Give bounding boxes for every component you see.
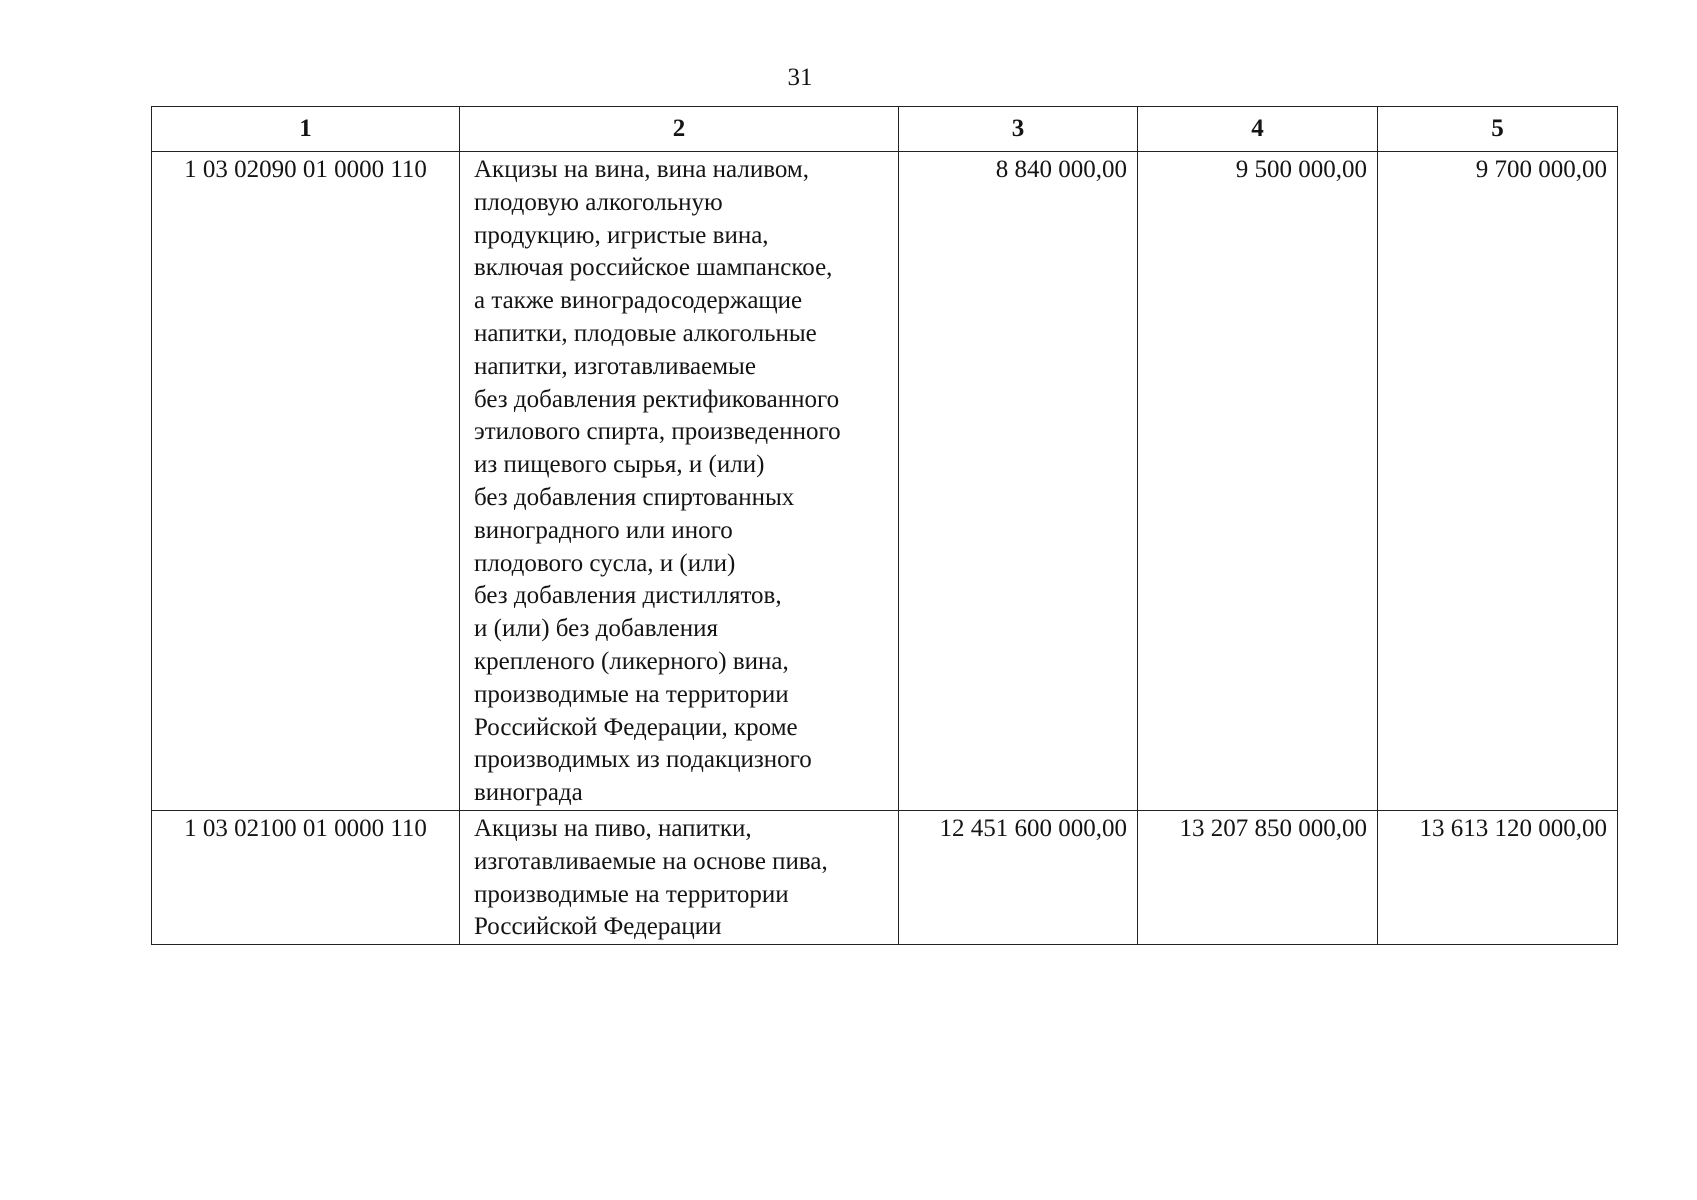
- name-line: напитки, изготавливаемые: [474, 352, 756, 380]
- row-value-col3: 12 451 600 000,00: [899, 810, 1138, 944]
- name-line: включая российское шампанское,: [474, 254, 833, 282]
- name-line: а также виноградосодержащие: [474, 287, 803, 315]
- row-value-col5: 13 613 120 000,00: [1378, 810, 1618, 944]
- header-col-4: 4: [1138, 107, 1378, 152]
- name-line: этилового спирта, произведенного: [474, 418, 841, 446]
- row-value-col3: 8 840 000,00: [899, 152, 1138, 811]
- row-value-col5: 9 700 000,00: [1378, 152, 1618, 811]
- name-line: производимые на территории: [474, 680, 789, 708]
- name-line: крепленого (ликерного) вина,: [474, 647, 789, 675]
- name-line: без добавления дистиллятов,: [474, 582, 782, 610]
- table-row: [152, 152, 1618, 811]
- row-name-cell: [460, 152, 899, 811]
- name-line: Российской Федерации, кроме: [474, 713, 798, 741]
- budget-table: [151, 106, 1618, 945]
- name-line: производимых из подакцизного: [474, 746, 812, 774]
- name-line: Акцизы на пиво, напитки,: [474, 814, 752, 842]
- name-line: винограда: [474, 779, 583, 807]
- row-code-cell: 1 03 02100 01 0000 110: [152, 810, 460, 944]
- header-col-5: 5: [1378, 107, 1618, 152]
- header-col-3: 3: [899, 107, 1138, 152]
- page-number: 31: [787, 64, 813, 91]
- name-line: производимые на территории: [474, 880, 789, 908]
- header-col-2: 2: [460, 107, 899, 152]
- name-line: плодового сусла, и (или): [474, 549, 736, 577]
- row-name-cell: [460, 810, 899, 944]
- table-row: [152, 810, 1618, 944]
- name-line: и (или) без добавления: [474, 615, 719, 643]
- name-line: плодовую алкогольную: [474, 188, 723, 216]
- row-code-cell: 1 03 02090 01 0000 110: [152, 152, 460, 811]
- row-value-col4: 9 500 000,00: [1138, 152, 1378, 811]
- name-line: Российской Федерации: [474, 913, 722, 941]
- row-value-col4: 13 207 850 000,00: [1138, 810, 1378, 944]
- name-line: продукцию, игристые вина,: [474, 221, 769, 249]
- name-line: без добавления ректификованного: [474, 385, 840, 413]
- name-line: из пищевого сырья, и (или): [474, 451, 765, 479]
- name-line: виноградного или иного: [474, 516, 733, 544]
- header-col-1: 1: [152, 107, 460, 152]
- name-line: изготавливаемые на основе пива,: [474, 847, 828, 875]
- header-row: [152, 107, 1618, 152]
- name-line: без добавления спиртованных: [474, 483, 795, 511]
- name-line: напитки, плодовые алкогольные: [474, 319, 817, 347]
- name-line: Акцизы на вина, вина наливом,: [474, 156, 809, 183]
